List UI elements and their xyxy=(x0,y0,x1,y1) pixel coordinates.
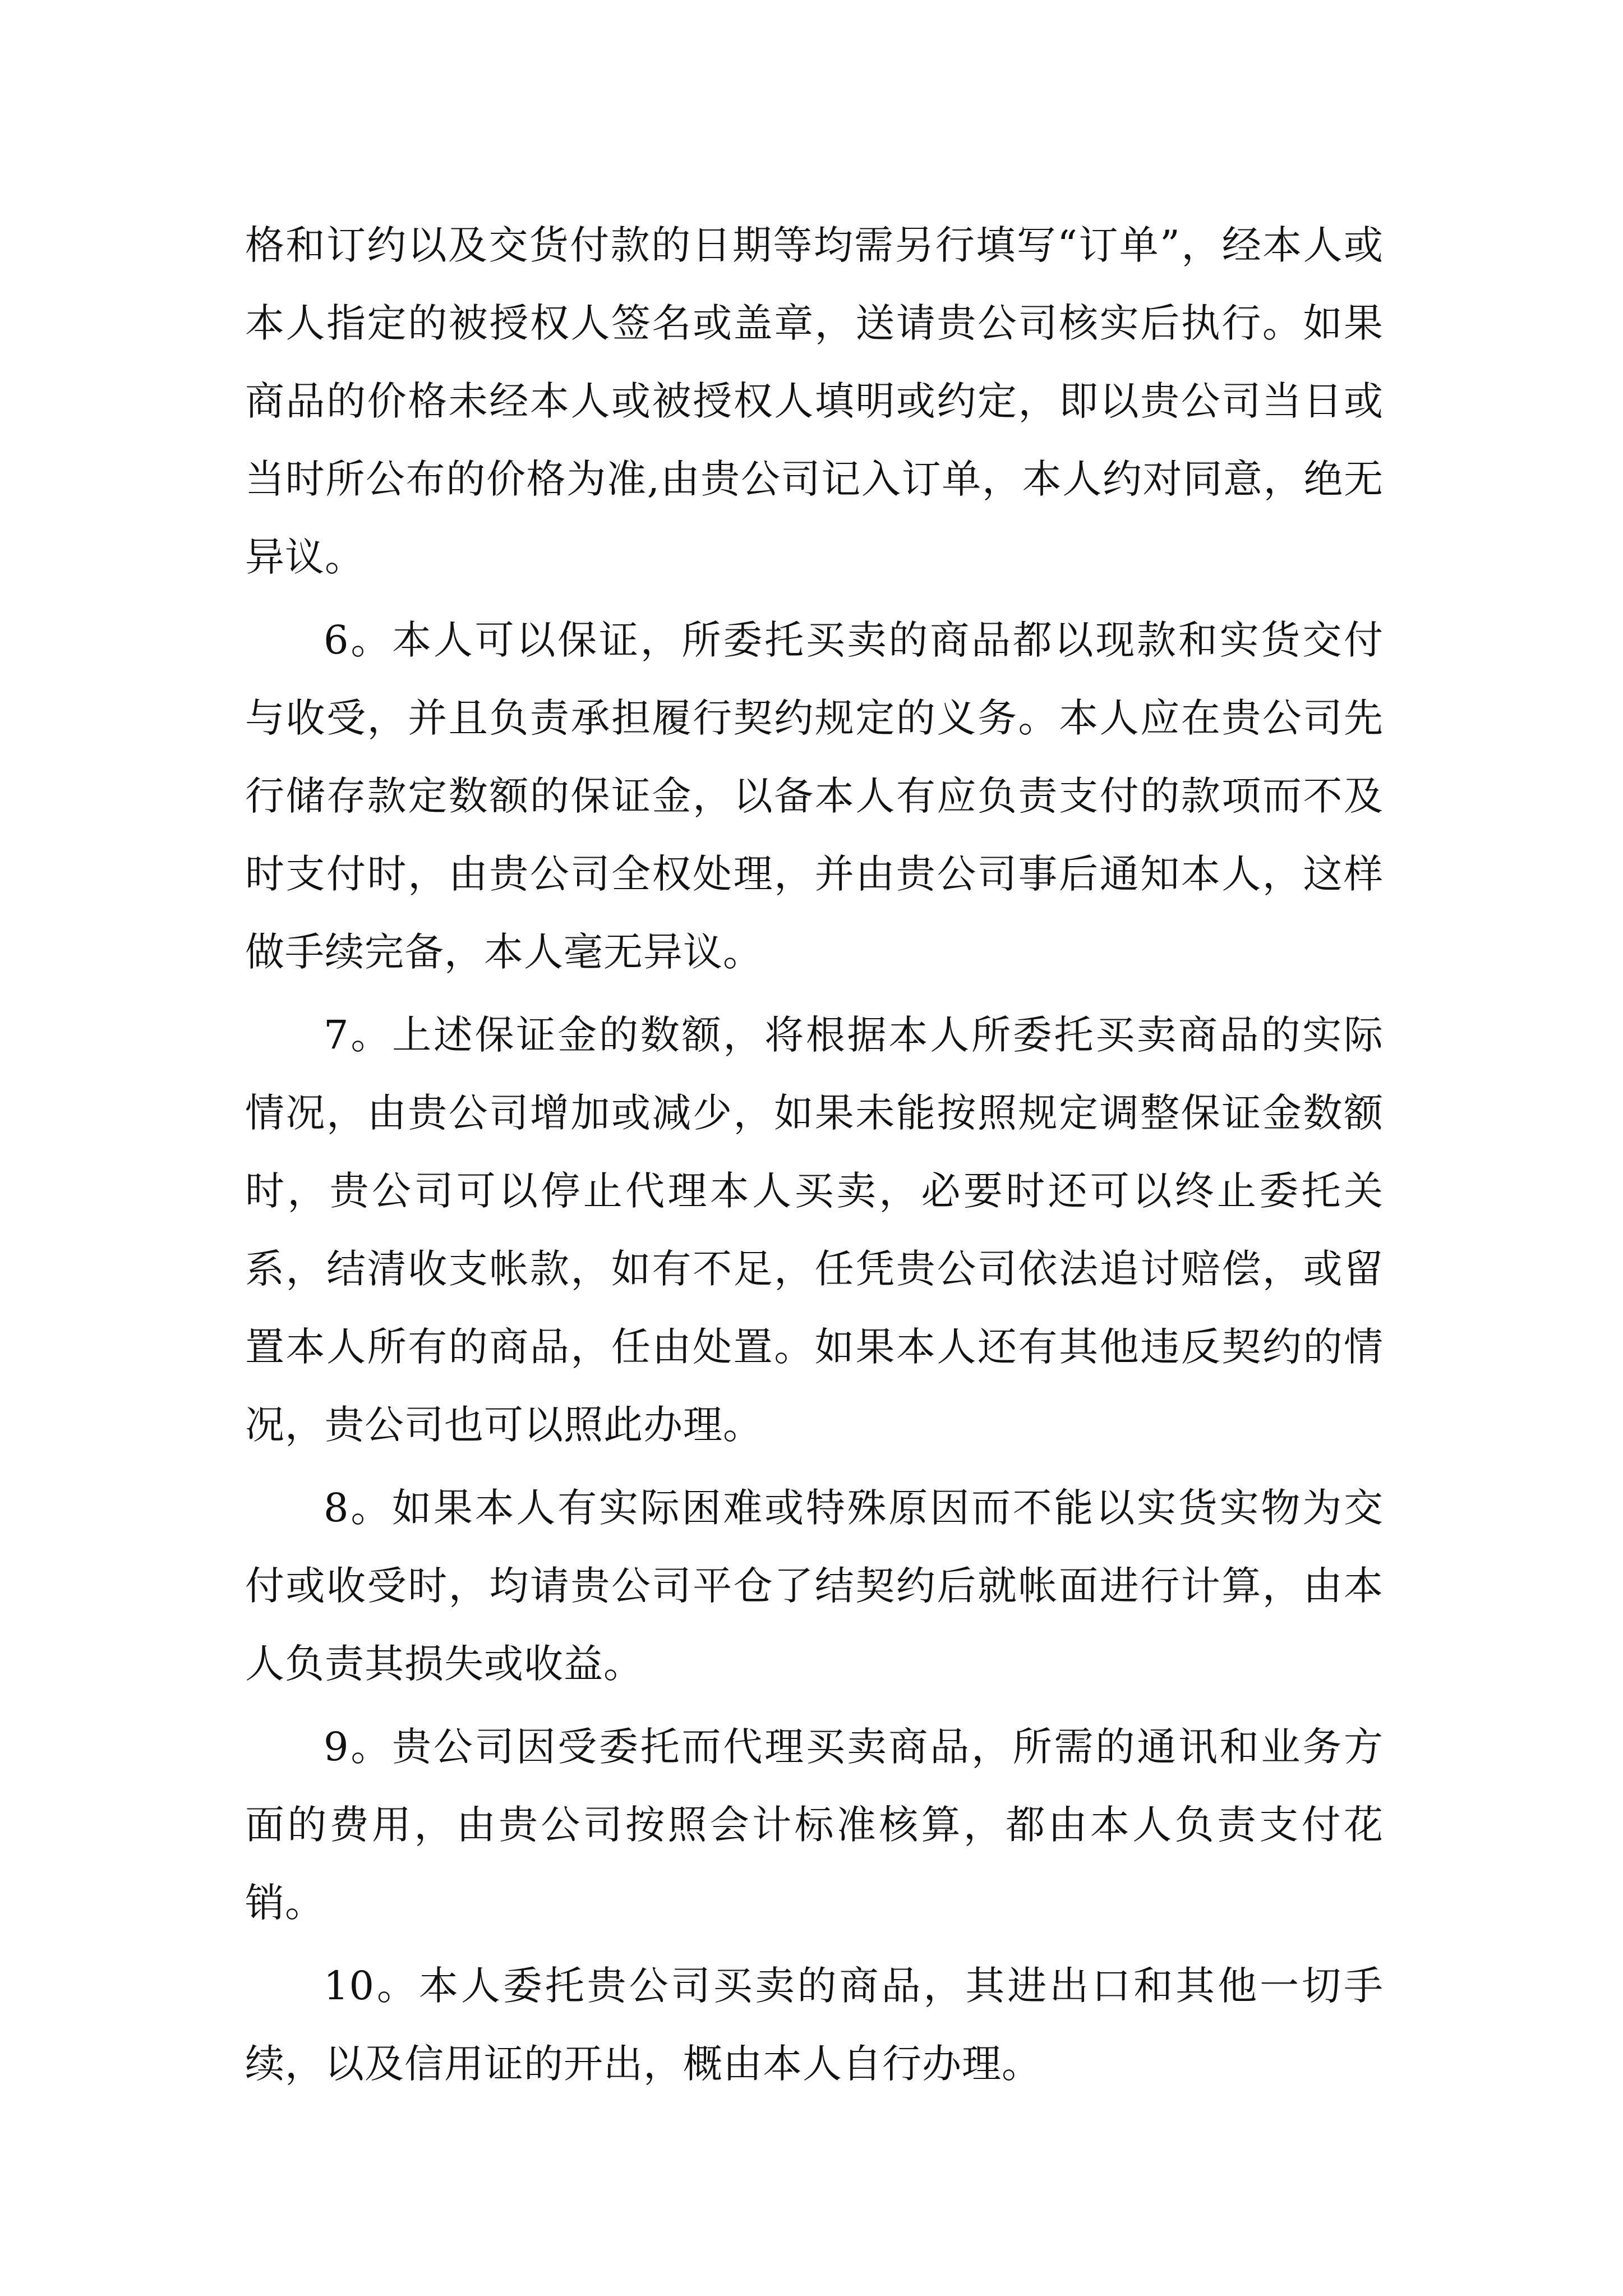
paragraph-clause-9: 9。贵公司因受委托而代理买卖商品，所需的通讯和业务方面的费用，由贵公司按照会计标准核算，都由本人负责支付花销。 xyxy=(245,1724,1384,1926)
paragraph-clause-10: 10。本人委托贵公司买卖的商品，其进出口和其他一切手续，以及信用证的开出，概由本人自行办理。 xyxy=(245,1963,1384,2087)
paragraph-clause-8: 8。如果本人有实际困难或特殊原因而不能以实货实物为交付或收受时，均请贵公司平仓了结契约后就帐面进行计算，由本人负责其损失或收益。 xyxy=(245,1485,1384,1687)
paragraph-continuation: 格和订约以及交货付款的日期等均需另行填写“订单”，经本人或本人指定的被授权人签名或盖章，送请贵公司核实后执行。如果商品的价格未经本人或被授权人填明或约定，即以贵公司当日或当时所公布的价格为准,由贵公司记入订单，本人约对同意，绝无异议。 xyxy=(245,222,1384,580)
paragraph-clause-7: 7。上述保证金的数额，将根据本人所委托买卖商品的实际情况，由贵公司增加或减少，如果未能按照规定调整保证金数额时，贵公司可以停止代理本人买卖，必要时还可以终止委托关系，结清收支帐款，如有不足，任凭贵公司依法追讨赔偿，或留置本人所有的商品，任由处置。如果本人还有其他违反契约的情况，贵公司也可以照此办理。 xyxy=(245,1012,1384,1448)
paragraph-clause-6: 6。本人可以保证，所委托买卖的商品都以现款和实货交付与收受，并且负责承担履行契约规定的义务。本人应在贵公司先行储存款定数额的保证金，以备本人有应负责支付的款项而不及时支付时，由贵公司全权处理，并由贵公司事后通知本人，这样做手续完备，本人毫无异议。 xyxy=(245,617,1384,975)
document-body xyxy=(245,206,1384,2108)
